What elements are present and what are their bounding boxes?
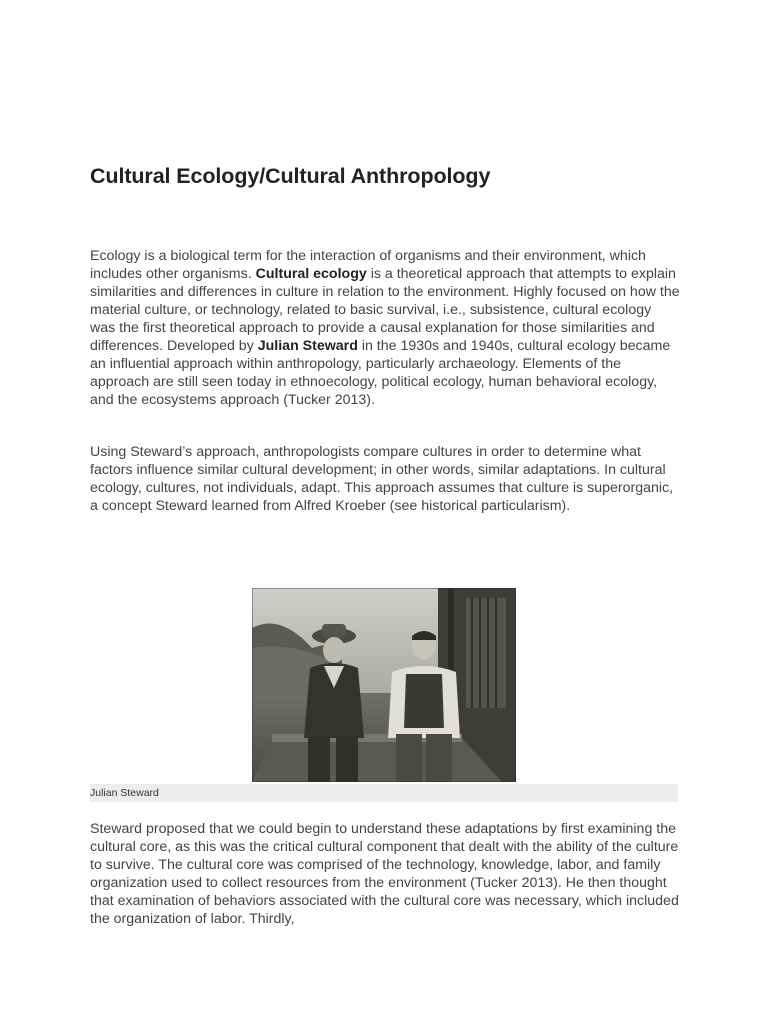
paragraph-intro xyxy=(90,247,680,409)
figure-caption: Julian Steward xyxy=(90,787,159,799)
paragraph-stewards-approach: Using Steward’s approach, anthropologists compare cultures in order to determine what factors influence similar cultural development; in other words, similar adaptations. In cultural ecology, cultures, not individuals, adapt. This approach assumes that culture is superorganic, a concept Steward learned from Alfred Kroeber (see historical particularism). xyxy=(90,444,674,514)
paragraph-text: is a theoretical approach that attempts to explain similarities and differences in culture in relation to the environment. Highly focused on how the material culture, or technology, related to basic survival, i.e., subsistence, cultural ecology was the first theoretical approach to provide a causal explanation for those similarities and differences. Developed by xyxy=(90,266,680,354)
paragraph-text: in the 1930s and 1940s, cultural ecology became an influential approach within anthropology, particularly archaeology. Elements of the approach are still seen today in ethnoecology, political ecology, human behavioral ecology, and the ecosystems approach (Tucker 2013). xyxy=(90,338,671,408)
paragraph-text: Ecology is a biological term for the interaction of organisms and their environment, which includes other organisms. xyxy=(90,248,646,282)
bold-term-cultural-ecology: Cultural ecology xyxy=(255,266,367,282)
julian-steward-photo xyxy=(252,588,516,782)
photo-illustration xyxy=(252,588,516,782)
figure-caption-bar xyxy=(90,784,678,802)
paragraph-cultural-core: Steward proposed that we could begin to understand these adaptations by first examining the cultural core, as this was the critical cultural component that dealt with the ability of the culture to survive. The cultural core was comprised of the technology, knowledge, labor, and family organization used to collect resources from the environment (Tucker 2013). He then thought that examination of behaviors associated with the cultural core was necessary, which included the organization of labor. Thirdly, xyxy=(90,821,679,927)
page-title: Cultural Ecology/Cultural Anthropology xyxy=(90,164,491,188)
bold-term-julian-steward: Julian Steward xyxy=(257,338,358,354)
